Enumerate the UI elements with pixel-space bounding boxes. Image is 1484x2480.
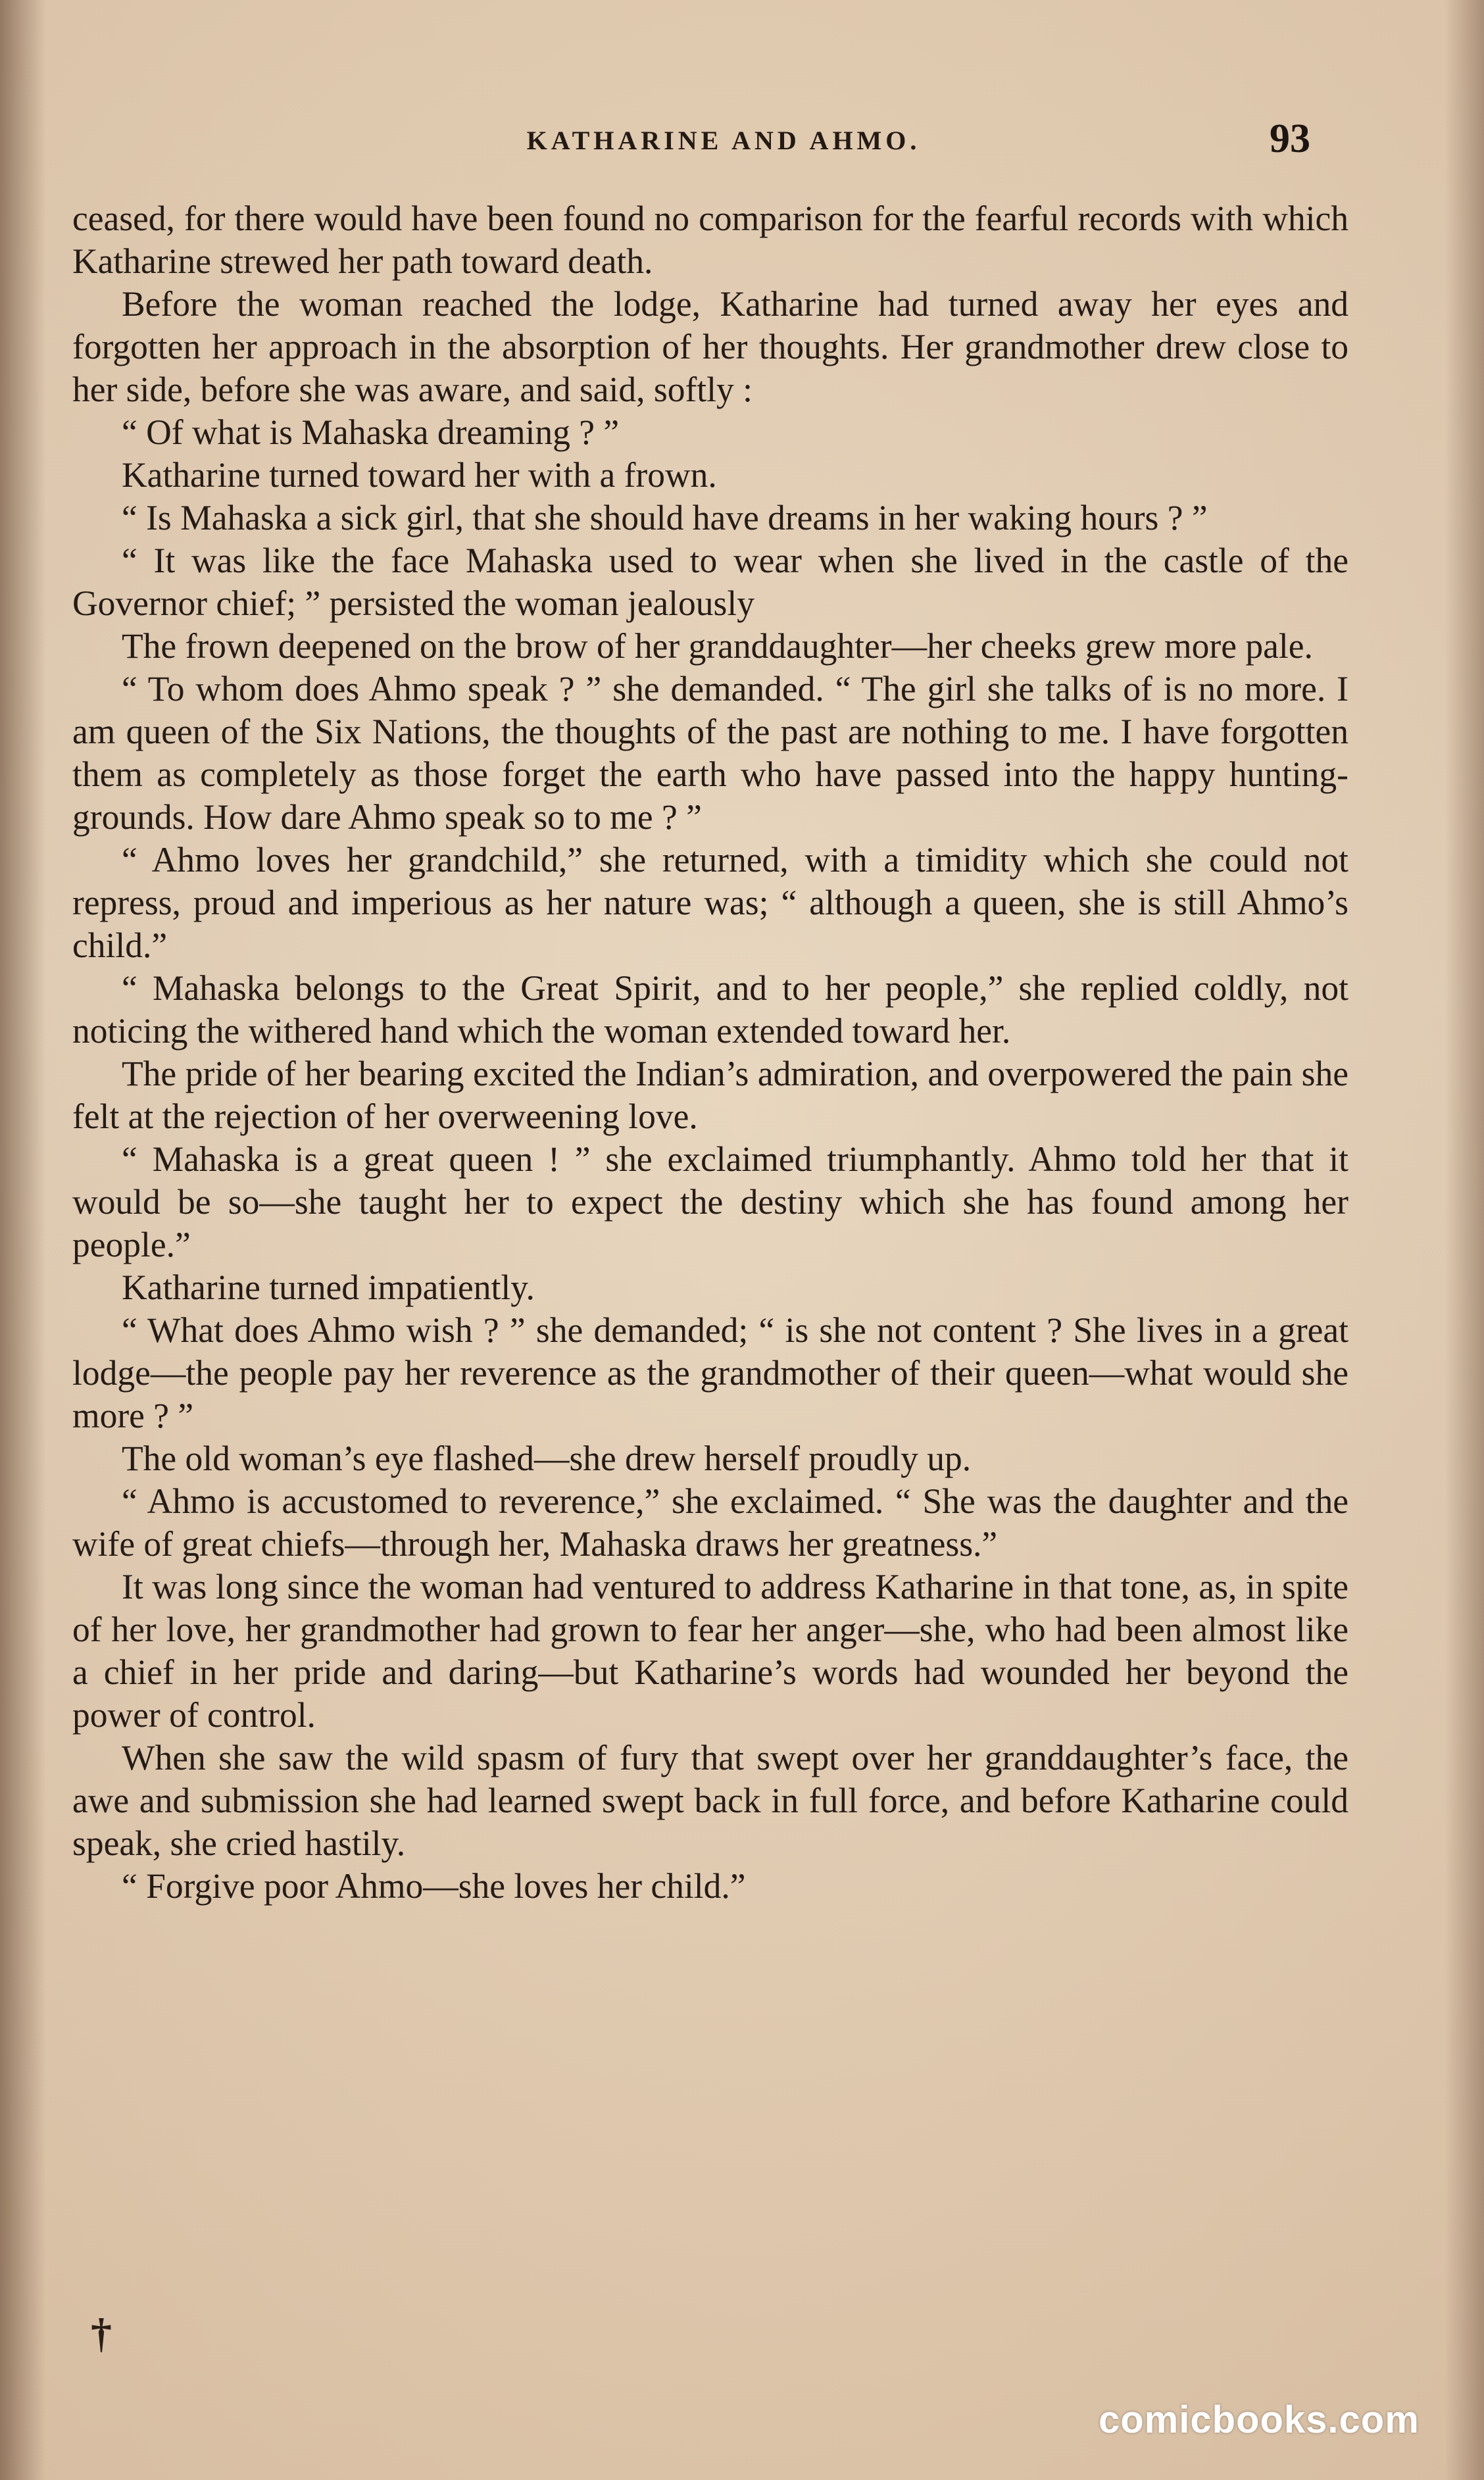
paragraph: ceased, for there would have been found no comparison for the fearful records with which Katharine strewed her path toward death. [72, 199, 1348, 281]
paragraph: The old woman’s eye flashed—she drew herself proudly up. [122, 1439, 972, 1478]
paragraph: “ Ahmo loves her grandchild,” she returned, with a timidity which she could not repress, proud and imperious as her nature was; “ although a queen, she is still Ahmo’s child.” [72, 840, 1348, 965]
paragraph: It was long since the woman had ventured to address Katharine in that tone, as, in spite of her love, her grandmother had grown to fear her anger—she, who had been almost like a chief in her pride and daring—but Katharine’s words had wounded her beyond the power of control. [72, 1567, 1348, 1735]
paragraph: “ Mahaska belongs to the Great Spirit, and to her people,” she replied coldly, not noticing the withered hand which the woman extended toward her. [72, 968, 1348, 1051]
paragraph: Katharine turned toward her with a frown. [122, 455, 717, 495]
paragraph: Katharine turned impatiently. [122, 1268, 535, 1307]
paragraph: “ What does Ahmo wish ? ” she demanded; “ is she not content ? She lives in a great lodge—the people pay her reverence as the grandmother of their queen—what would she more ? ” [72, 1310, 1348, 1435]
body-text [72, 197, 1348, 2302]
paragraph: “ Mahaska is a great queen ! ” she exclaimed triumphantly. Ahmo told her that it would be so—she taught her to expect the destiny which she has found among her people.” [72, 1139, 1348, 1264]
paragraph: When she saw the wild spasm of fury that swept over her granddaughter’s face, the awe and submission she had learned swept back in full force, and before Katharine could speak, she cried hastily. [72, 1738, 1348, 1863]
paragraph: The frown deepened on the brow of her granddaughter—her cheeks grew more pale. [122, 626, 1313, 666]
paragraph: “ Of what is Mahaska dreaming ? ” [122, 412, 620, 452]
edge-shadow [1445, 0, 1484, 2480]
binding-shadow [0, 0, 46, 2480]
paragraph: “ To whom does Ahmo speak ? ” she demanded. “ The girl she talks of is no more. I am queen of the Six Nations, the thoughts of the past are nothing to me. I have forgotten them as completely as those forget the earth who have passed into the happy hunting-grounds. How dare Ahmo speak so to me ? ” [72, 669, 1348, 837]
page-number: 93 [1270, 116, 1310, 161]
running-head: KATHARINE AND AHMO. [526, 126, 921, 155]
paragraph: “ It was like the face Mahaska used to wear when she lived in the castle of the Governor chief; ” persisted the woman jealously [72, 541, 1348, 623]
paragraph: “ Is Mahaska a sick girl, that she should have dreams in her waking hours ? ” [122, 498, 1208, 537]
watermark-text: comicbooks.com [1099, 2398, 1420, 2441]
paragraph: “ Ahmo is accustomed to reverence,” she exclaimed. “ She was the daughter and the wife of great chiefs—through her, Mahaska draws her greatness.” [72, 1481, 1348, 1564]
paragraph: Before the woman reached the lodge, Katharine had turned away her eyes and forgotten her approach in the absorption of her thoughts. Her grandmother drew close to her side, before she was aware, and said, softly : [72, 284, 1348, 409]
paragraph: “ Forgive poor Ahmo—she loves her child.” [122, 1866, 746, 1906]
paragraph: The pride of her bearing excited the Indian’s admiration, and overpowered the pain she felt at the rejection of her overweening love. [72, 1054, 1348, 1136]
printer-mark: † [91, 2310, 112, 2356]
